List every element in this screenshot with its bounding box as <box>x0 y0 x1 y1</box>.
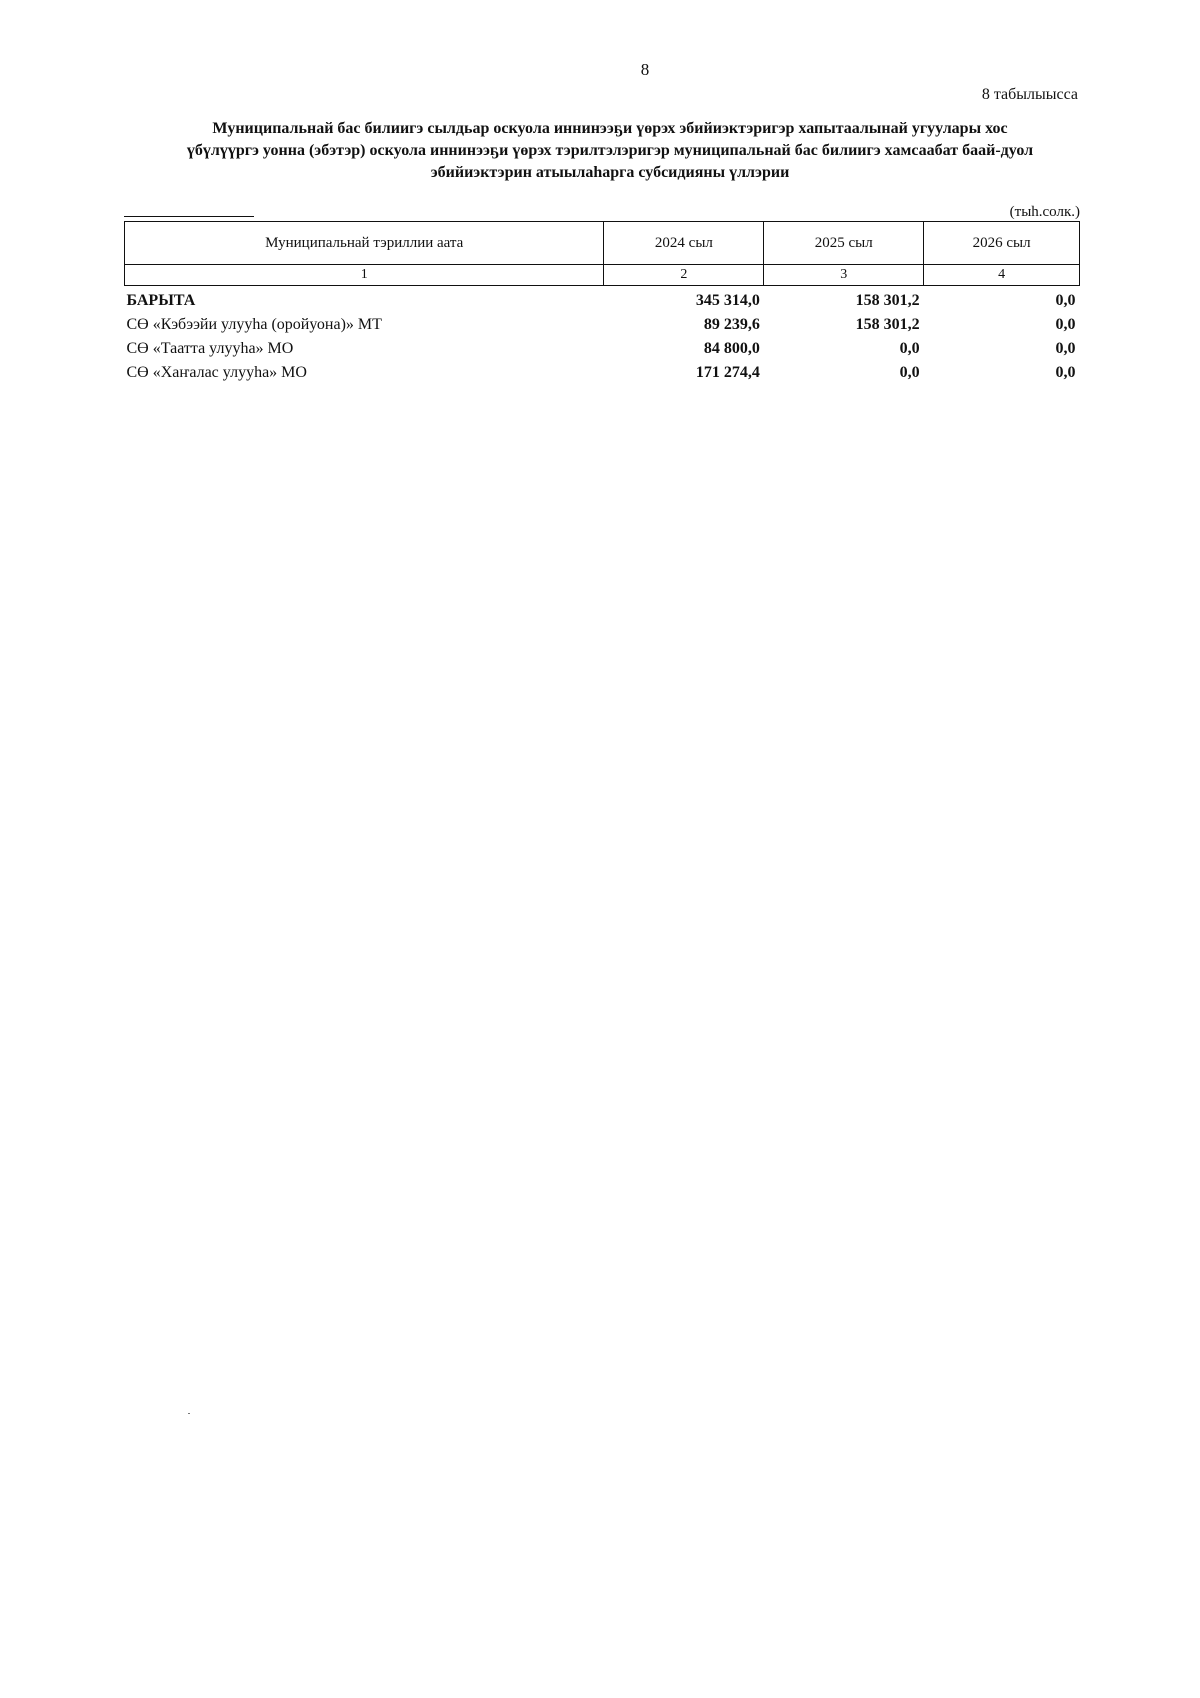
table-header-row <box>125 222 1080 265</box>
column-header: 2024 сыл <box>604 222 764 265</box>
title-line: Муниципальнай бас билиигэ сылдьар оскуола иннинээҕи үөрэх эбийиэктэригэр хапытаалынай угуулары хос <box>212 120 1008 137</box>
table-label: 8 табылыысса <box>981 86 1078 103</box>
row-name: СӨ «Хаҥалас улууһа» МО <box>126 364 307 381</box>
column-number: 2 <box>604 265 764 286</box>
page-number: 8 <box>640 60 650 79</box>
cell-2026: 0,0 <box>1055 292 1076 309</box>
cell-2025: 0,0 <box>899 340 920 357</box>
cell-2025: 158 301,2 <box>855 316 920 333</box>
cell-2026: 0,0 <box>1055 364 1076 381</box>
cell-2024: 171 274,4 <box>695 364 760 381</box>
column-number: 1 <box>125 265 604 286</box>
row-name: БАРЫТА <box>126 292 196 309</box>
column-header: 2025 сыл <box>764 222 924 265</box>
scan-speck <box>188 1413 190 1414</box>
units-label: (тыһ.солк.) <box>1009 204 1080 220</box>
column-number: 4 <box>924 265 1080 286</box>
title-line: эбийиэктэрин атыылаһарга субсидияны үллэрии <box>430 164 790 181</box>
document-title <box>130 118 1090 184</box>
table-row <box>125 358 1080 382</box>
cell-2025: 158 301,2 <box>855 292 920 309</box>
title-line: үбүлүүргэ уонна (эбэтэр) оскуола иннинээҕи үөрэх тэрилтэлэригэр муниципальнай бас билиигэ хамсаабат баай-дуол <box>186 142 1034 159</box>
cell-2026: 0,0 <box>1055 340 1076 357</box>
row-name: СӨ «Таатта улууһа» МО <box>126 340 294 357</box>
column-number-row <box>125 265 1080 286</box>
divider <box>124 216 254 217</box>
cell-2026: 0,0 <box>1055 316 1076 333</box>
cell-2025: 0,0 <box>899 364 920 381</box>
column-header: 2026 сыл <box>924 222 1080 265</box>
column-number: 3 <box>764 265 924 286</box>
table-row <box>125 310 1080 334</box>
cell-2024: 345 314,0 <box>695 292 760 309</box>
cell-2024: 84 800,0 <box>703 340 760 357</box>
table-row <box>125 334 1080 358</box>
row-name: СӨ «Кэбээйи улууһа (оройуона)» МТ <box>126 316 382 333</box>
table-row-total <box>125 286 1080 311</box>
column-header: Муниципальнай тэриллии аата <box>125 222 604 265</box>
subsidy-table <box>124 221 1080 382</box>
cell-2024: 89 239,6 <box>703 316 760 333</box>
